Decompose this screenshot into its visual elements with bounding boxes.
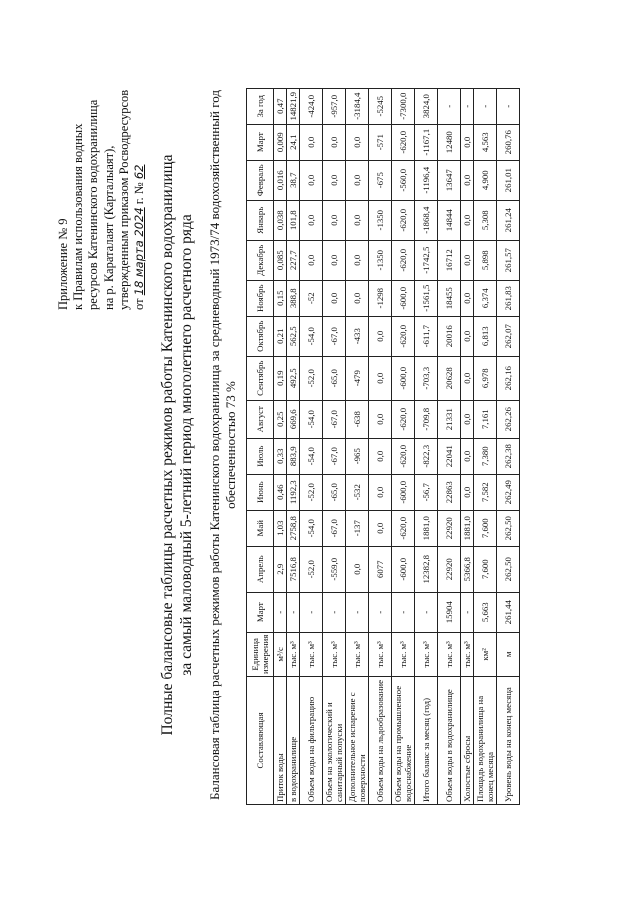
table-cell: 7,600 — [474, 510, 497, 546]
table-cell: -600,0 — [392, 356, 415, 400]
table-cell: 24,1 — [287, 124, 300, 160]
table-cell: 38,7 — [287, 160, 300, 200]
table-cell: -611,7 — [415, 316, 438, 356]
column-header: Май — [247, 510, 274, 546]
table-cell: -703,3 — [415, 356, 438, 400]
table-cell: 0,0 — [346, 124, 369, 160]
table-cell: -1350 — [369, 240, 392, 280]
table-cell: 0,0 — [323, 160, 346, 200]
table-cell: 6,374 — [474, 280, 497, 316]
row-unit: тыс. м³ — [323, 632, 346, 676]
table-row — [438, 88, 461, 804]
row-label: Уровень воды на конец месяца — [497, 677, 520, 805]
row-unit: м — [497, 632, 520, 676]
table-cell: -56,7 — [415, 474, 438, 510]
table-cell: 262,07 — [497, 316, 520, 356]
table-cell: -54,0 — [300, 316, 323, 356]
table-cell: 20628 — [438, 356, 461, 400]
table-cell: 14821,9 — [287, 88, 300, 124]
row-unit: м³/с — [274, 632, 287, 676]
table-cell: 883,9 — [287, 438, 300, 474]
table-cell: -479 — [346, 356, 369, 400]
table-cell: 0,0 — [346, 546, 369, 592]
table-cell: 5,308 — [474, 200, 497, 240]
table-cell: 20016 — [438, 316, 461, 356]
column-header: Июль — [247, 438, 274, 474]
table-cell: 0,0 — [300, 124, 323, 160]
table-cell: 0,016 — [274, 160, 287, 200]
table-cell: 262,26 — [497, 400, 520, 438]
document-title — [158, 55, 196, 835]
row-label: в водохранилище — [287, 677, 300, 805]
table-row — [369, 88, 392, 804]
column-header: Март — [247, 592, 274, 632]
table-cell: -67,0 — [323, 438, 346, 474]
table-cell: 2758,8 — [287, 510, 300, 546]
table-cell: -52,0 — [300, 474, 323, 510]
table-cell: -965 — [346, 438, 369, 474]
table-cell: 1881,0 — [415, 510, 438, 546]
table-cell: 0,46 — [274, 474, 287, 510]
column-header: Единица измерения — [247, 632, 274, 676]
table-cell: 0,009 — [274, 124, 287, 160]
table-cell: -52,0 — [300, 546, 323, 592]
table-caption — [207, 45, 239, 845]
table-cell: 262,50 — [497, 510, 520, 546]
table-row — [497, 88, 520, 804]
table-cell: -709,8 — [415, 400, 438, 438]
table-cell: 0,0 — [346, 280, 369, 316]
table-cell: 7,600 — [474, 546, 497, 592]
table-cell: 101,8 — [287, 200, 300, 240]
table-cell: -54,0 — [300, 400, 323, 438]
table-cell: 0,0 — [461, 438, 474, 474]
table-cell: 0,0 — [323, 124, 346, 160]
column-header: Декабрь — [247, 240, 274, 280]
column-header: Ноябрь — [247, 280, 274, 316]
table-cell: - — [323, 592, 346, 632]
table-cell: 5,663 — [474, 592, 497, 632]
caption-line: Балансовая таблица расчетных режимов работы Катенинского водохранилища за средневодный 1973/74 водохозяйственный год — [207, 90, 222, 800]
table-row — [415, 88, 438, 804]
table-cell: - — [287, 592, 300, 632]
table-cell: -65,0 — [323, 474, 346, 510]
table-cell: -67,0 — [323, 316, 346, 356]
table-cell: - — [392, 592, 415, 632]
table-cell: 261,24 — [497, 200, 520, 240]
appendix-from: от — [132, 298, 147, 310]
column-header: Составляющая — [247, 677, 274, 805]
table-cell: -822,3 — [415, 438, 438, 474]
table-cell: -620,0 — [392, 240, 415, 280]
table-cell: -52 — [300, 280, 323, 316]
table-cell: 4,900 — [474, 160, 497, 200]
table-cell: 0,0 — [369, 400, 392, 438]
table-row — [461, 88, 474, 804]
table-cell: -1196,4 — [415, 160, 438, 200]
table-cell: 22041 — [438, 438, 461, 474]
table-cell: 0,0 — [369, 438, 392, 474]
balance-table — [246, 88, 520, 805]
table-cell: - — [369, 592, 392, 632]
table-cell: 3824,0 — [415, 88, 438, 124]
table-cell: 0,25 — [274, 400, 287, 438]
table-cell: -620,0 — [392, 438, 415, 474]
table-cell: 12382,8 — [415, 546, 438, 592]
appendix-date-line — [132, 30, 147, 310]
title-line: за самый маловодный 5-летний период многолетнего расчетного ряда — [178, 214, 195, 676]
table-cell: 0,038 — [274, 200, 287, 240]
row-unit: тыс. м³ — [415, 632, 438, 676]
table-cell: 18455 — [438, 280, 461, 316]
table-row — [474, 88, 497, 804]
handwritten-date: 18 марта 2024 — [132, 207, 147, 296]
table-cell: 0,0 — [323, 200, 346, 240]
table-cell: -54,0 — [300, 438, 323, 474]
table-cell: -532 — [346, 474, 369, 510]
table-cell: 16712 — [438, 240, 461, 280]
table-cell: 0,0 — [461, 280, 474, 316]
appendix-number-label: г. № — [132, 182, 147, 205]
table-cell: - — [461, 88, 474, 124]
table-cell: 227,7 — [287, 240, 300, 280]
column-header: Март — [247, 124, 274, 160]
table-cell: 669,6 — [287, 400, 300, 438]
column-header: За год — [247, 88, 274, 124]
table-cell: -424,0 — [300, 88, 323, 124]
table-cell: 0,0 — [369, 474, 392, 510]
table-cell: 5,898 — [474, 240, 497, 280]
row-label: Объем воды на фильтрацию — [300, 677, 323, 805]
table-cell: -3184,4 — [346, 88, 369, 124]
table-cell: 0,0 — [461, 356, 474, 400]
table-cell: 7516,8 — [287, 546, 300, 592]
column-header: Январь — [247, 200, 274, 240]
appendix-line: на р. Караталаят (Карталыаят), — [101, 145, 116, 310]
row-label: Приток воды — [274, 677, 287, 805]
table-cell: 0,0 — [461, 160, 474, 200]
table-cell: 6077 — [369, 546, 392, 592]
table-cell: -67,0 — [323, 400, 346, 438]
title-line: Полные балансовые таблицы расчетных режимов работы Катенинского водохранилища — [159, 154, 176, 736]
table-cell: 1,03 — [274, 510, 287, 546]
appendix-line: утвержденным приказом Росводресурсов — [116, 89, 131, 310]
table-cell: - — [274, 592, 287, 632]
table-cell: -7300,0 — [392, 88, 415, 124]
table-cell: 21331 — [438, 400, 461, 438]
table-cell: 6,813 — [474, 316, 497, 356]
table-cell: 0,19 — [274, 356, 287, 400]
table-cell: 0,0 — [300, 240, 323, 280]
table-cell: -1167,1 — [415, 124, 438, 160]
table-cell: -620,0 — [392, 200, 415, 240]
table-cell: -600,0 — [392, 474, 415, 510]
table-cell: 0,0 — [369, 510, 392, 546]
table-header-row — [247, 88, 274, 804]
table-row — [346, 88, 369, 804]
row-label: Площадь водохранилища на конец месяца — [474, 677, 497, 805]
column-header: Октябрь — [247, 316, 274, 356]
row-label: Объем воды на льдообразование — [369, 677, 392, 805]
table-cell: 12480 — [438, 124, 461, 160]
table-cell: 0,0 — [346, 240, 369, 280]
table-cell: 0,33 — [274, 438, 287, 474]
table-cell: 260,76 — [497, 124, 520, 160]
table-cell: -559,0 — [323, 546, 346, 592]
table-cell: 0,21 — [274, 316, 287, 356]
table-cell: 22920 — [438, 546, 461, 592]
table-cell: -600,0 — [392, 546, 415, 592]
table-cell: -1561,5 — [415, 280, 438, 316]
table-cell: 0,0 — [300, 160, 323, 200]
table-cell: 0,0 — [461, 316, 474, 356]
row-label: Холостые сбросы — [461, 677, 474, 805]
table-cell: 492,5 — [287, 356, 300, 400]
table-cell: -620,0 — [392, 316, 415, 356]
table-cell: -1742,5 — [415, 240, 438, 280]
appendix-line: к Правилам использования водных — [71, 123, 86, 310]
table-cell: -620,0 — [392, 124, 415, 160]
table-cell: - — [438, 88, 461, 124]
table-cell: 262,16 — [497, 356, 520, 400]
table-cell: 0,0 — [369, 356, 392, 400]
row-unit: тыс. м³ — [369, 632, 392, 676]
table-cell: -560,0 — [392, 160, 415, 200]
row-unit: тыс. м³ — [346, 632, 369, 676]
table-cell: - — [474, 88, 497, 124]
table-cell: 262,38 — [497, 438, 520, 474]
table-cell: 13647 — [438, 160, 461, 200]
table-cell: 0,47 — [274, 88, 287, 124]
table-row — [300, 88, 323, 804]
caption-line: обеспеченностью 73 % — [223, 381, 238, 509]
table-cell: -137 — [346, 510, 369, 546]
table-cell: -620,0 — [392, 400, 415, 438]
table-cell: 388,8 — [287, 280, 300, 316]
table-cell: 0,0 — [461, 474, 474, 510]
table-cell: -957,0 — [323, 88, 346, 124]
table-cell: - — [346, 592, 369, 632]
column-header: Август — [247, 400, 274, 438]
column-header: Апрель — [247, 546, 274, 592]
table-cell: 15904 — [438, 592, 461, 632]
table-row — [323, 88, 346, 804]
row-label: Объем на экологический и санитарный попуски — [323, 677, 346, 805]
table-cell: - — [497, 88, 520, 124]
table-cell: 261,44 — [497, 592, 520, 632]
table-cell: 0,0 — [346, 160, 369, 200]
table-cell: -52,0 — [300, 356, 323, 400]
row-unit: тыс. м³ — [300, 632, 323, 676]
table-cell: 14844 — [438, 200, 461, 240]
table-cell: -571 — [369, 124, 392, 160]
table-cell: 0,0 — [323, 240, 346, 280]
table-cell: 0,0 — [346, 200, 369, 240]
table-cell: -1350 — [369, 200, 392, 240]
table-cell: -5245 — [369, 88, 392, 124]
table-cell: 262,49 — [497, 474, 520, 510]
column-header: Сентябрь — [247, 356, 274, 400]
table-cell: 6,978 — [474, 356, 497, 400]
table-cell: 261,83 — [497, 280, 520, 316]
row-unit: тыс. м³ — [438, 632, 461, 676]
table-cell: 0,0 — [323, 280, 346, 316]
table-row — [287, 88, 300, 804]
table-cell: - — [415, 592, 438, 632]
table-cell: 7,380 — [474, 438, 497, 474]
row-unit: тыс. м³ — [287, 632, 300, 676]
table-cell: -67,0 — [323, 510, 346, 546]
table-cell: 0,0 — [461, 240, 474, 280]
row-label: Объем воды на промышленное водоснабжение — [392, 677, 415, 805]
table-cell: 7,161 — [474, 400, 497, 438]
appendix-line: Приложение № 9 — [56, 218, 70, 310]
appendix-line: ресурсов Катенинского водохранилища — [86, 99, 101, 310]
table-cell: -1868,4 — [415, 200, 438, 240]
table-cell: 22863 — [438, 474, 461, 510]
table-cell: 0,0 — [461, 200, 474, 240]
row-label: Итого баланс за месяц (год) — [415, 677, 438, 805]
row-unit: тыс. м³ — [392, 632, 415, 676]
table-cell: 0,0 — [369, 316, 392, 356]
table-cell: 0,085 — [274, 240, 287, 280]
row-label: Дополнительное испарение с поверхности — [346, 677, 369, 805]
table-cell: 1192,3 — [287, 474, 300, 510]
table-cell: 262,50 — [497, 546, 520, 592]
row-label: Объем воды в водохранилище — [438, 677, 461, 805]
table-cell: 2,9 — [274, 546, 287, 592]
table-row — [392, 88, 415, 804]
table-cell: 0,15 — [274, 280, 287, 316]
table-cell: -54,0 — [300, 510, 323, 546]
table-cell: -638 — [346, 400, 369, 438]
appendix-block — [56, 30, 147, 310]
table-cell: 0,0 — [461, 400, 474, 438]
table-cell: 0,0 — [461, 124, 474, 160]
table-cell: - — [300, 592, 323, 632]
table-cell: 22920 — [438, 510, 461, 546]
row-unit: тыс. м³ — [461, 632, 474, 676]
column-header: Февраль — [247, 160, 274, 200]
table-cell: 5366,8 — [461, 546, 474, 592]
table-cell: -620,0 — [392, 510, 415, 546]
table-row — [274, 88, 287, 804]
table-cell: - — [461, 592, 474, 632]
table-cell: 7,582 — [474, 474, 497, 510]
table-cell: -433 — [346, 316, 369, 356]
table-cell: -1298 — [369, 280, 392, 316]
table-cell: 261,57 — [497, 240, 520, 280]
table-cell: 4,563 — [474, 124, 497, 160]
table-cell: 1881,0 — [461, 510, 474, 546]
column-header: Июнь — [247, 474, 274, 510]
table-cell: 0,0 — [300, 200, 323, 240]
table-cell: -600,0 — [392, 280, 415, 316]
table-cell: -675 — [369, 160, 392, 200]
table-cell: 562,5 — [287, 316, 300, 356]
row-unit: км² — [474, 632, 497, 676]
table-cell: -65,0 — [323, 356, 346, 400]
table-cell: 261,01 — [497, 160, 520, 200]
handwritten-number: 62 — [132, 164, 147, 180]
